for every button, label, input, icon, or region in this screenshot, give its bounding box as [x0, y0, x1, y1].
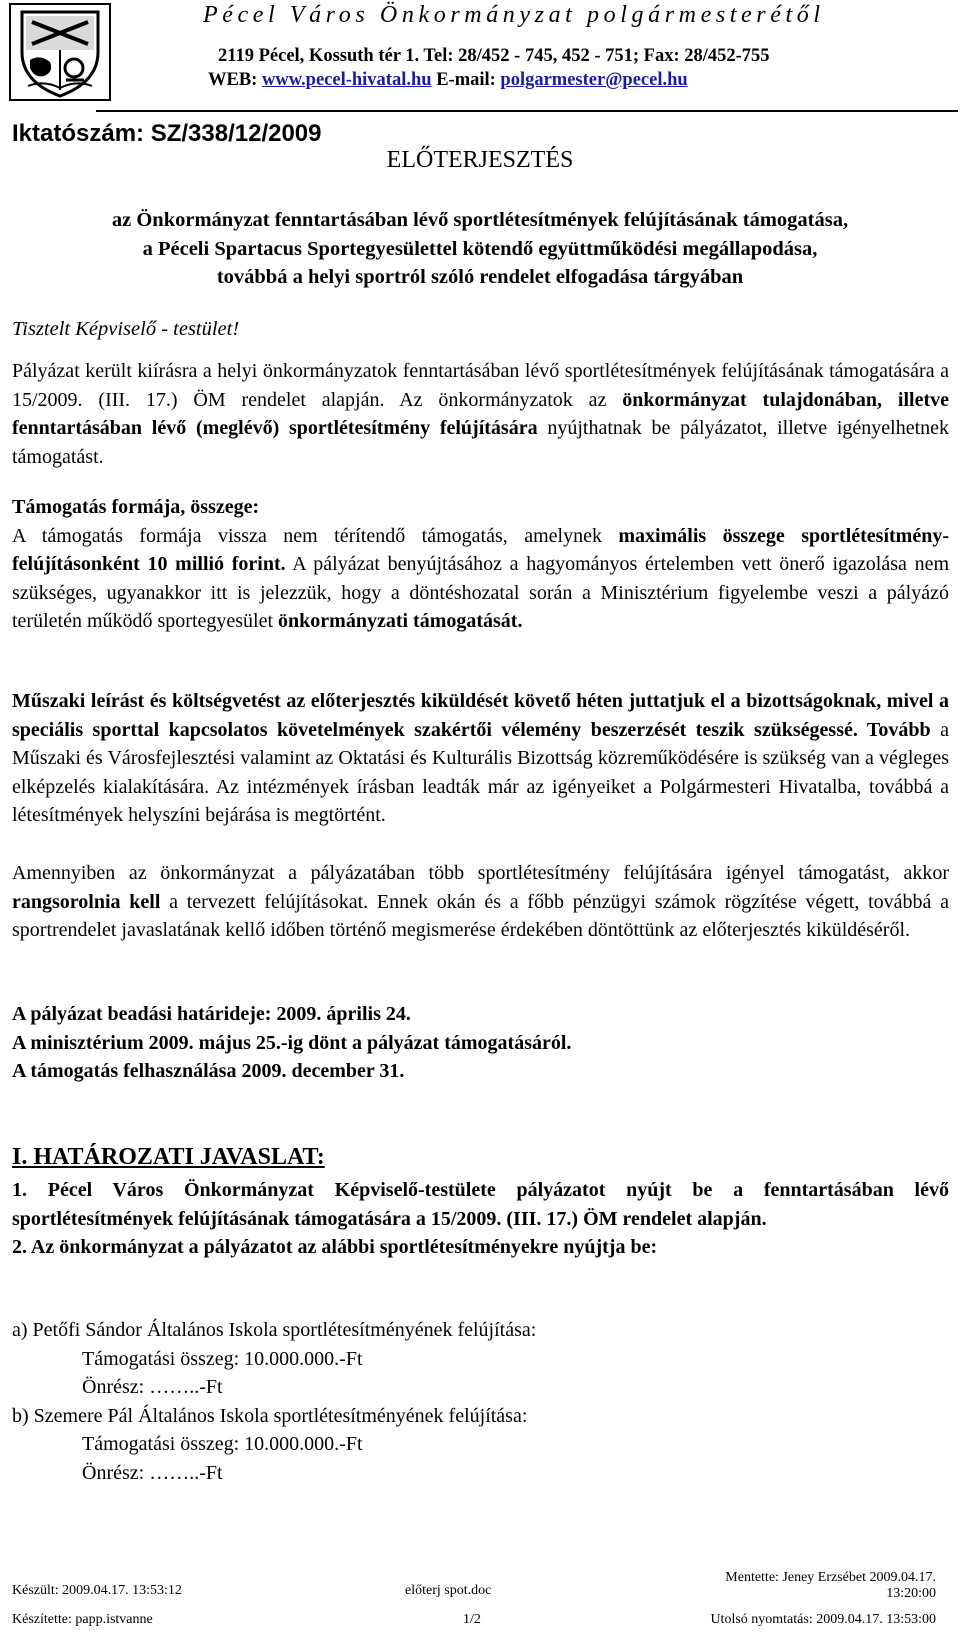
- bold-text: önkormányzati támogatását.: [278, 610, 523, 632]
- footer-author: Készítette: papp.istvanne: [12, 1612, 153, 1627]
- reference-number: Iktatószám: SZ/338/12/2009: [12, 120, 322, 147]
- footer-filename: előterj spot.doc: [405, 1583, 492, 1598]
- facility-own-share: Önrész: ……..-Ft: [82, 1461, 223, 1484]
- footer-saved-line: 13:20:00: [886, 1586, 936, 1601]
- header-contacts: [208, 70, 688, 91]
- bold-text: rangsorolnia kell: [12, 890, 161, 913]
- footer-saved-line: Mentette: Jeney Erzsébet 2009.04.17.: [725, 1570, 936, 1585]
- facility-name: a) Petőfi Sándor Általános Iskola sportlétesítményének felújítása:: [12, 1319, 537, 1341]
- footer-printed: Utolsó nyomtatás: 2009.04.17. 13:53:00: [710, 1612, 936, 1627]
- document-title: ELŐTERJESZTÉS: [386, 147, 574, 173]
- deadlines: [12, 1000, 949, 1086]
- text: a tervezett felújításokat. Ennek okán és a főbb pénzügyi számok rögzítése végett, továbbá a sportrendelet javaslatának kellő időben történő megismerése érdekében döntöttünk az előterjesztés kiküldéséről.: [12, 890, 950, 941]
- subject: [0, 206, 960, 292]
- facility-list: [12, 1316, 949, 1487]
- facility-own-share: Önrész: ……..-Ft: [82, 1376, 223, 1398]
- text: a Műszaki és Városfejlesztési valamint az Oktatási és Kulturális Bizottság közreműködésére is szükség van a végleges elképzelés kialakítására. Az intézmények írásban leadták már az igényeiket a Polgármesteri Hivatalba, továbbá a létesítmények helyszíni bejárása is megtörtént.: [12, 718, 949, 826]
- subject-line: továbbá a helyi sportról szóló rendelet elfogadása tárgyában: [216, 266, 744, 288]
- bold-text: maximális összege sportlétesítmény-felújításonként 10 millió forint.: [12, 524, 949, 575]
- header-address: 2119 Pécel, Kossuth tér 1. Tel: 28/452 - 745, 452 - 751; Fax: 28/452-755: [218, 46, 770, 66]
- section-heading: I. HATÁROZATI JAVASLAT:: [12, 1144, 325, 1170]
- text: Pályázat került kiírásra a helyi önkormányzatok fenntartásában lévő sportlétesítmények felújításának támogatására a 15/2009. (III. 17.) ÖM rendelet alapján. Az önkormányzatok az: [12, 360, 949, 411]
- facility-name: b) Szemere Pál Általános Iskola sportlétesítményének felújítása:: [12, 1404, 528, 1427]
- paragraph-technical: [12, 687, 949, 830]
- text: Amennyiben az önkormányzat a pályázatában több sportlétesítmény felújítására igényel támogatást, akkor: [12, 862, 949, 884]
- deadline-line: A támogatás felhasználása 2009. december 31.: [12, 1060, 405, 1082]
- resolution-item: 2. Az önkormányzat a pályázatot az alábbi sportlétesítményekre nyújtja be:: [12, 1236, 658, 1258]
- subject-line: az Önkormányzat fenntartásában lévő sportlétesítmények felújításának támogatása,: [111, 209, 849, 231]
- text: A támogatás formája vissza nem térítendő támogatás, amelynek: [12, 524, 619, 547]
- paragraph-ranking: [12, 859, 949, 945]
- paragraph-support-form: [12, 493, 949, 636]
- header-title: Pécel Város Önkormányzat polgármesterétől: [203, 2, 825, 28]
- resolution: [12, 1176, 949, 1262]
- bold-text: Műszaki leírást és költségvetést az előterjesztés kiküldését követő héten juttatjuk el a bizottságoknak, mivel a speciális sporttal kapcsolatos követelmények szakértői vélemény beszerzését teszik szükségessé. Tovább: [12, 690, 949, 741]
- footer-page-number: 1/2: [463, 1612, 481, 1627]
- deadline-line: A minisztérium 2009. május 25.-ig dönt a pályázat támogatásáról.: [12, 1031, 572, 1054]
- text: nyújthatnak be pályázatot, illetve igényelhetnek támogatást.: [12, 417, 950, 468]
- header-divider: [96, 110, 958, 112]
- facility-amount: Támogatási összeg: 10.000.000.-Ft: [82, 1433, 363, 1455]
- subject-line: a Péceli Spartacus Sportegyesülettel kötendő együttműködési megállapodása,: [142, 237, 818, 260]
- deadline-line: A pályázat beadási határideje: 2009. április 24.: [12, 1003, 411, 1025]
- email-label: E-mail:: [436, 70, 496, 90]
- text: A pályázat benyújtásához a hagyományos értelemben vett önerő igazolása nem szükséges, ugyanakkor itt is jelezzük, hogy a döntéshozatal során a Minisztérium figyelembe veszi a pályázó területén működő sportegyesület: [12, 553, 950, 632]
- footer-saved: [725, 1570, 936, 1602]
- web-label: WEB:: [208, 70, 258, 90]
- support-heading: Támogatás formája, összege:: [12, 496, 260, 518]
- email-link[interactable]: polgarmester@pecel.hu: [500, 70, 688, 90]
- web-link[interactable]: www.pecel-hivatal.hu: [261, 70, 432, 90]
- coat-of-arms-icon: [8, 2, 112, 102]
- salutation: Tisztelt Képviselő - testület!: [12, 318, 240, 340]
- bold-text: önkormányzat tulajdonában, illetve fenntartásában lévő (meglévő) sportlétesítmény felújítására: [12, 388, 949, 439]
- facility-amount: Támogatási összeg: 10.000.000.-Ft: [82, 1347, 363, 1370]
- resolution-item: 1. Pécel Város Önkormányzat Képviselő-testülete pályázatot nyújt be a fenntartásában lévő sportlétesítmények felújításának támogatására a 15/2009. (III. 17.) ÖM rendelet alapján.: [12, 1179, 949, 1230]
- footer-created: Készült: 2009.04.17. 13:53:12: [12, 1583, 182, 1598]
- paragraph-intro: [12, 357, 949, 471]
